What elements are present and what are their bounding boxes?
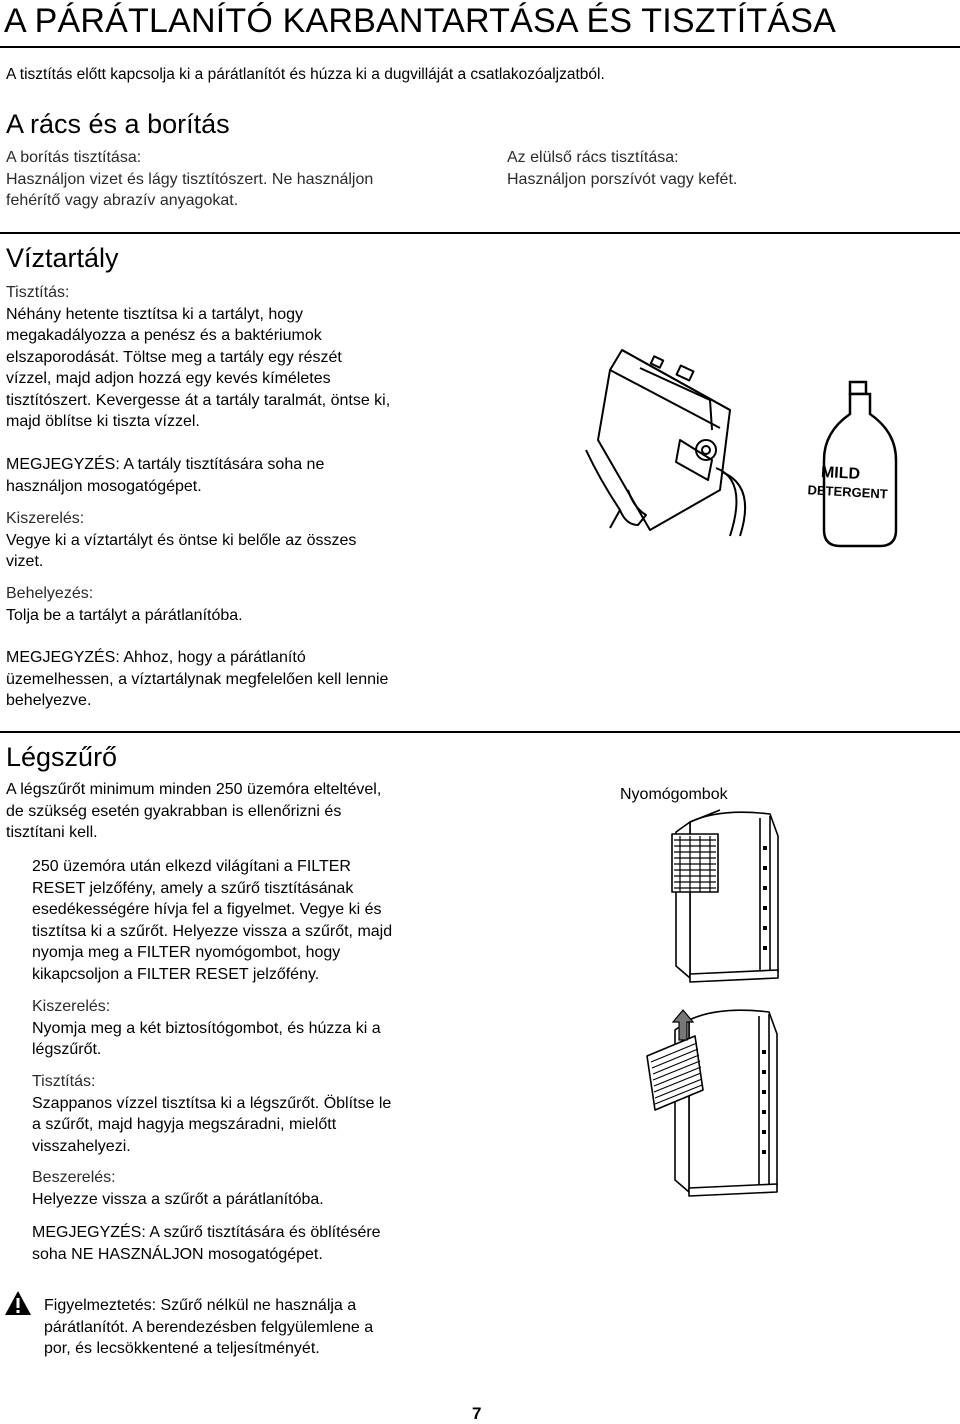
filter-clean-line: a szűrőt, majd hagyja megszáradni, mielőtt (32, 1116, 337, 1133)
tank-illustration (580, 340, 810, 540)
filter-reset-line: 250 üzemóra után elkezd világítani a FILTER (32, 858, 351, 875)
filter-install-label: Beszerelés: (32, 1169, 116, 1186)
tank-note-line: üzemelhessen, a víztartálynak megfelelően kell lennie (6, 670, 389, 688)
filter-reset-line: nyomja meg a FILTER nyomógombot, hogy (32, 944, 341, 961)
intro-text: A tisztítás előtt kapcsolja ki a párátlanítót és húzza ki a dugvilláját a csatlakozóaljzatból. (6, 66, 605, 83)
filter-reset-line: RESET jelzőfény, amely a szűrő tisztításának (32, 879, 354, 897)
tank-clean-label: Tisztítás: (6, 284, 70, 301)
tank-clean-line: megakadályozza a penész és a baktériumok (6, 327, 322, 344)
filter-intro-line: tisztítani kell. (6, 824, 98, 841)
tank-remove-block (6, 508, 356, 573)
filter-clean-label: Tisztítás: (32, 1073, 96, 1090)
filter-clean-block (32, 1071, 391, 1157)
filter-clean-line: visszahelyezi. (32, 1137, 131, 1155)
dehumidifier-illustration-filter-out (645, 1000, 795, 1200)
page-title: A PÁRÁTLANÍTÓ KARBANTARTÁSA ÉS TISZTÍTÁSA (4, 2, 836, 40)
tank-note-line: MEGJEGYZÉS: Ahhoz, hogy a párátlanító (6, 649, 306, 666)
filter-intro-line: A légszűrőt minimum minden 250 üzemóra elteltével, (6, 781, 382, 798)
tank-note-line: MEGJEGYZÉS: A tartály tisztítására soha ne (6, 456, 325, 473)
cover-label: A borítás tisztítása: (6, 149, 142, 166)
filter-reset-line: esedékességére hívja fel a figyelmet. Vegye ki és (32, 901, 382, 918)
tank-remove-label: Kiszerelés: (6, 510, 85, 527)
warning-line: por, és lecsökkentené a teljesítményét. (44, 1340, 320, 1357)
push-buttons-label: Nyomógombok (620, 786, 728, 803)
dehumidifier-illustration-filter-in (660, 806, 790, 986)
warning-line: párátlanítót. A berendezésben felgyülemlene a (44, 1318, 374, 1336)
filter-intro-line: de szükség esetén gyakrabban is ellenőrizni és (6, 802, 342, 820)
tank-clean-line: majd öblítse ki tiszta vízzel. (6, 413, 200, 430)
front-label: Az elülső rács tisztítása: (507, 149, 679, 166)
section-rule (0, 232, 960, 234)
front-grille-block (507, 147, 737, 190)
filter-remove-label: Kiszerelés: (32, 998, 111, 1015)
tank-clean-line: tisztítószert. Kevergesse át a tartály taralmát, öntse ki, (6, 391, 391, 409)
filter-note-line: MEGJEGYZÉS: A szűrő tisztítására és öblítésére (32, 1224, 381, 1241)
grille-heading: A rács és a borítás (6, 109, 230, 139)
warning-line: Figyelmeztetés: Szűrő nélkül ne használja a (44, 1297, 357, 1314)
tank-clean-line: elszaporodását. Töltse meg a tartály egy részét (6, 348, 342, 366)
filter-remove-line: légszűrőt. (32, 1041, 102, 1058)
tank-insert-text: Tolja be a tartályt a párátlanítóba. (6, 606, 243, 624)
warning-text (44, 1295, 373, 1360)
cover-line: Használjon vizet és lágy tisztítószert. Ne használjon (6, 170, 374, 188)
bottle-label-line: DETERGENT (807, 482, 889, 502)
page-number: 7 (472, 1404, 482, 1423)
filter-intro (6, 779, 381, 844)
tank-note-line: használjon mosogatógépet. (6, 477, 202, 495)
tank-note-2 (6, 647, 388, 712)
filter-reset-block (32, 856, 392, 985)
tank-note-line: behelyezve. (6, 692, 92, 709)
warning-icon (4, 1290, 32, 1316)
tank-clean-line: vízzel, majd adjon hozzá egy kevés kíméletes (6, 370, 331, 387)
filter-install-text: Helyezze vissza a szűrőt a párátlanítóba. (32, 1190, 324, 1208)
tank-note-1 (6, 454, 324, 497)
title-rule (0, 46, 960, 48)
front-text: Használjon porszívót vagy kefét. (507, 170, 738, 188)
filter-note-line: soha NE HASZNÁLJON mosogatógépet. (32, 1245, 323, 1263)
tank-remove-line: Vegye ki a víztartályt és öntse ki belőle az összes (6, 531, 357, 549)
filter-note (32, 1222, 381, 1265)
tank-cleaning-block (6, 282, 390, 433)
section-rule (0, 731, 960, 733)
tank-insert-block (6, 583, 243, 626)
bottle-label-line: MILD (820, 464, 861, 484)
bottle-label (807, 463, 889, 502)
filter-remove-block (32, 996, 381, 1061)
filter-reset-line: kikapcsoljon a FILTER RESET jelzőfény. (32, 965, 320, 983)
filter-clean-line: Szappanos vízzel tisztítsa ki a légszűrőt. Öblítse le (32, 1094, 392, 1112)
cover-line: fehérítő vagy abrazív anyagokat. (6, 192, 239, 209)
tank-insert-label: Behelyezés: (6, 585, 94, 602)
filter-reset-line: tisztítsa ki a szűrőt. Helyezze vissza a szűrőt, majd (32, 922, 393, 940)
filter-install-block (32, 1167, 324, 1210)
tank-remove-line: vizet. (6, 553, 44, 570)
filter-remove-line: Nyomja meg a két biztosítógombot, és húzza ki a (32, 1019, 381, 1037)
tank-heading: Víztartály (6, 243, 119, 273)
tank-clean-line: Néhány hetente tisztítsa ki a tartályt, hogy (6, 305, 304, 323)
cover-cleaning-block (6, 147, 373, 212)
filter-heading: Légszűrő (6, 742, 118, 772)
